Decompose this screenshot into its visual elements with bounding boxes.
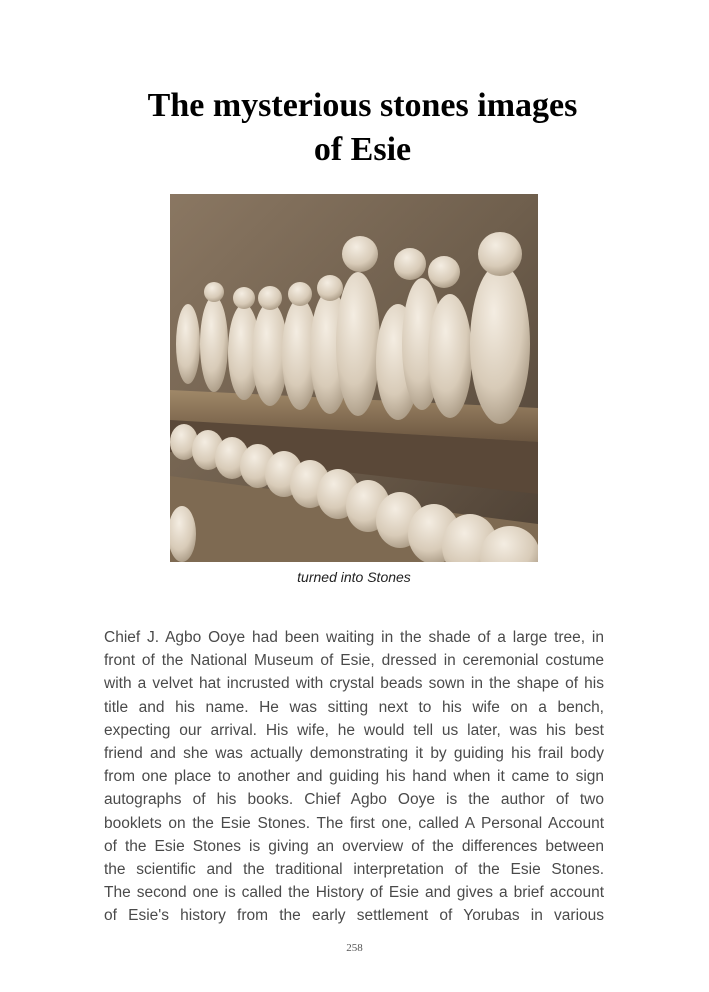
body-line: title and his name. He was sitting next to his wife on a bench, [104, 698, 604, 716]
title-line-2: of Esie [313, 131, 412, 168]
esie-stones-photo [170, 194, 538, 562]
body-line: autographs of his books. Chief Agbo Ooye is the author of two [104, 791, 604, 809]
page-title [60, 84, 665, 172]
page-number: 258 [346, 942, 363, 954]
body-line: friend and she was actually demonstrating it by guiding his frail body [104, 745, 604, 763]
body-line: with a velvet hat incrusted with crystal beads sown in the shape of his [104, 675, 604, 693]
photo-caption: turned into Stones [297, 569, 411, 585]
body-line: of the Esie Stones is giving an overview of the differences between [104, 837, 604, 855]
body-line: The second one is called the History of Esie and gives a brief account [104, 884, 604, 902]
title-line-1: The mysterious stones images [147, 87, 578, 124]
body-paragraph [104, 626, 604, 928]
body-line: front of the National Museum of Esie, dressed in ceremonial costume [104, 652, 604, 670]
body-line: of Esie's history from the early settlement of Yorubas in various [104, 907, 604, 925]
body-line: from one place to another and guiding his hand when it came to sign [104, 768, 604, 786]
body-line: expecting our arrival. His wife, he would tell us later, was his best [104, 721, 604, 739]
body-line: Chief J. Agbo Ooye had been waiting in the shade of a large tree, in [104, 629, 604, 646]
body-line: booklets on the Esie Stones. The first one, called A Personal Account [104, 814, 604, 832]
body-line: the scientific and the traditional interpretation of the Esie Stones. [104, 861, 604, 879]
